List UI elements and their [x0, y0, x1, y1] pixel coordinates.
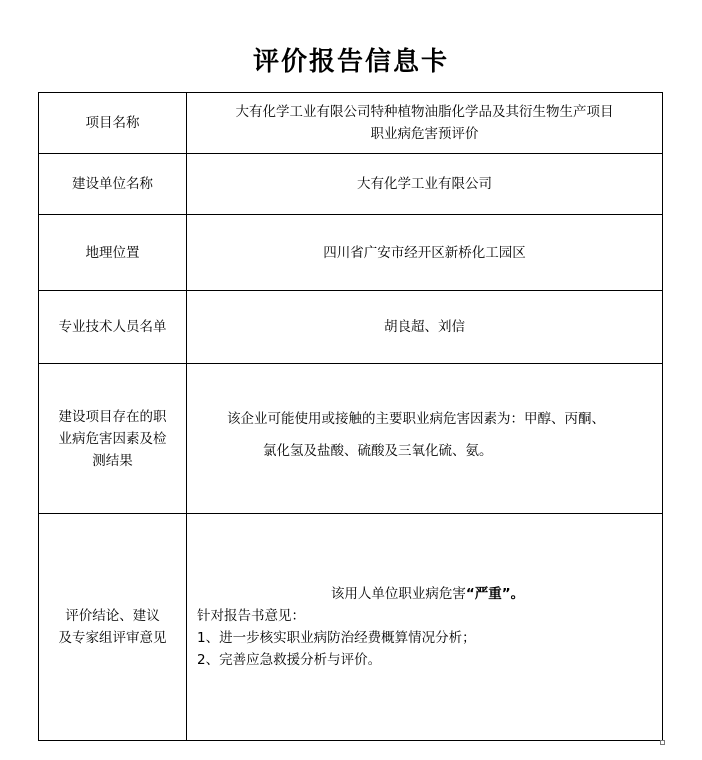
construction-unit-label: 建设单位名称: [39, 154, 187, 215]
hazards-text: [191, 403, 658, 467]
opinion-heading: 针对报告书意见：: [197, 608, 305, 624]
conclusion-label-line2: 及专家组评审意见: [58, 630, 167, 646]
project-name-value: [187, 93, 663, 154]
project-name-value-line1: 大有化学工业有限公司特种植物油脂化学品及其衍生物生产项目: [235, 104, 614, 120]
hazards-label: [39, 364, 187, 514]
info-card-table: [38, 92, 663, 741]
technicians-value: 胡良超、刘信: [187, 291, 663, 364]
conclusion-statement: [197, 583, 658, 605]
hazards-value: [187, 364, 663, 514]
conclusion-label-line1: 评价结论、建议: [65, 608, 160, 624]
opinion-item-1: 1、进一步核实职业病防治经费概算情况分析；: [197, 630, 476, 646]
conclusion-severity: “严重”。: [465, 586, 525, 602]
table-row-technicians: [39, 291, 663, 364]
table-row-project-name: [39, 93, 663, 154]
location-label: 地理位置: [39, 215, 187, 291]
hazards-value-line2: 氯化氢及盐酸、硫酸及三氧化硫、氨。: [263, 442, 493, 459]
conclusion-value: [187, 514, 663, 741]
project-name-label: 项目名称: [39, 93, 187, 154]
table-row-conclusion: [39, 514, 663, 741]
conclusion-content: [191, 583, 658, 671]
hazards-value-line1: 该企业可能使用或接触的主要职业病危害因素为：甲醇、丙酮、: [227, 410, 605, 427]
opinion-item-2: 2、完善应急救援分析与评价。: [197, 652, 382, 668]
page-title: 评价报告信息卡: [252, 47, 449, 77]
table-row-construction-unit: [39, 154, 663, 215]
hazards-label-line3: 测结果: [92, 452, 133, 469]
technicians-label: 专业技术人员名单: [39, 291, 187, 364]
conclusion-label: [39, 514, 187, 741]
conclusion-prefix: 该用人单位职业病危害: [330, 586, 466, 602]
table-row-hazards: [39, 364, 663, 514]
table-resize-handle[interactable]: [660, 740, 665, 745]
project-name-value-line2: 职业病危害预评价: [370, 126, 479, 142]
construction-unit-value: 大有化学工业有限公司: [187, 154, 663, 215]
hazards-label-line2: 业病危害因素及检: [58, 430, 167, 447]
table-row-location: [39, 215, 663, 291]
hazards-label-line1: 建设项目存在的职: [58, 408, 167, 425]
location-value: 四川省广安市经开区新桥化工园区: [187, 215, 663, 291]
